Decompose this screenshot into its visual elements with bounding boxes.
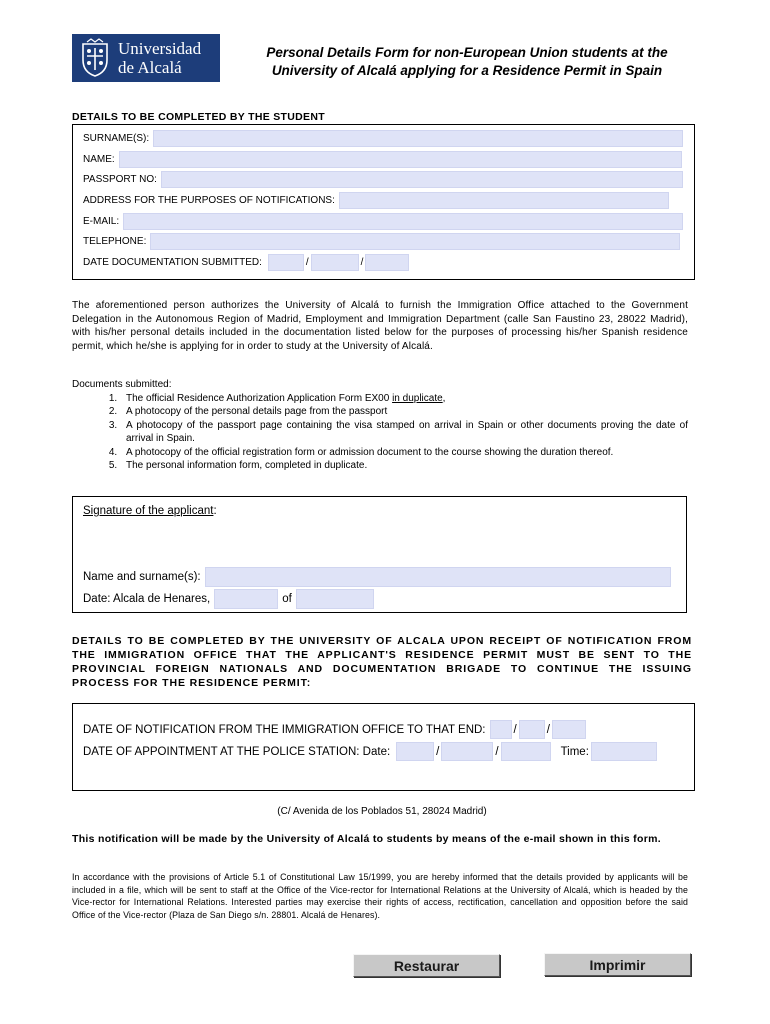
address-field[interactable] (339, 192, 669, 209)
email-notification-note: This notification will be made by the University of Alcalá to students by means of the e-mail shown in this form. (72, 833, 661, 845)
surnames-label: SURNAME(S): (83, 133, 150, 144)
document-1-underlined: in duplicate (392, 392, 443, 404)
notification-date-label: DATE OF NOTIFICATION FROM THE IMMIGRATION OFFICE TO THAT END: (83, 723, 486, 736)
name-field[interactable] (119, 151, 682, 168)
passport-label: PASSPORT NO: (83, 174, 157, 185)
telephone-label: TELEPHONE: (83, 236, 147, 247)
signature-month-field[interactable] (296, 589, 374, 609)
date-separator: / (305, 257, 309, 268)
logo-line-2: de Alcalá (118, 58, 182, 77)
date-submitted-month-field[interactable] (311, 254, 359, 271)
appointment-year-field[interactable] (501, 742, 551, 761)
title-line-1: Personal Details Form for non-European Union students at the (266, 45, 668, 60)
list-item (120, 392, 688, 406)
date-place-label: Date: Alcala de Henares, (83, 593, 211, 605)
list-item: 5. The personal information form, completed in duplicate. (120, 459, 688, 473)
document-1-end: , (442, 392, 446, 404)
time-label: Time: (560, 745, 589, 758)
name-label: NAME: (83, 154, 115, 165)
passport-field[interactable] (161, 171, 683, 188)
date-separator: / (360, 257, 364, 268)
applicant-name-field[interactable] (205, 567, 671, 587)
appointment-month-field[interactable] (441, 742, 493, 761)
university-logo (72, 34, 220, 82)
list-item: 2. A photocopy of the personal details page from the passport (120, 405, 688, 419)
date-separator: / (546, 723, 550, 736)
print-button[interactable]: Imprimir (544, 953, 691, 976)
signature-colon: : (213, 505, 217, 517)
notification-year-field[interactable] (552, 720, 586, 739)
address-label: ADDRESS FOR THE PURPOSES OF NOTIFICATIONS: (83, 195, 335, 206)
date-separator: / (495, 745, 499, 758)
name-surname-label: Name and surname(s): (83, 571, 201, 583)
email-label: E-MAIL: (83, 216, 120, 227)
date-separator: / (513, 723, 517, 736)
date-submitted-label: DATE DOCUMENTATION SUBMITTED: (83, 257, 262, 268)
appointment-day-field[interactable] (396, 742, 434, 761)
university-section-heading: DETAILS TO BE COMPLETED BY THE UNIVERSITY OF ALCALA UPON RECEIPT OF NOTIFICATION FROM THE IMMIGRATION OFFICE THAT THE APPLICANT'S RESIDENCE PERMIT MUST BE SENT TO THE PROVINCIAL FOREIGN NATIONALS AND DOCUMENTATION BRIGADE TO CONTINUE THE ISSUING PROCESS FOR THE RESIDENCE PERMIT: (72, 635, 692, 689)
date-separator: / (436, 745, 440, 758)
signature-label: Signature of the applicant (83, 505, 214, 517)
list-item: 4. A photocopy of the official registration form or admission document to the course showing the duration thereof. (120, 446, 688, 460)
of-label: of (282, 593, 292, 605)
reset-button[interactable]: Restaurar (353, 954, 500, 977)
notification-day-field[interactable] (490, 720, 512, 739)
data-protection-notice: In accordance with the provisions of Article 5.1 of Constitutional Law 15/1999, you are hereby informed that the details provided by applicants will be included in a file, which will be sent to staff at the Office of the Vice-rector for International Relations at the University of Alcalá, which is headed by the Vice-rector for International Relations. Interested parties may exercise their rights of access, rectification, cancellation and opposition before the said Office of the Vice-rector (Plaza de San Diego s/n. 28801. Alcalá de Henares). (72, 872, 688, 920)
date-submitted-day-field[interactable] (268, 254, 304, 271)
signature-day-field[interactable] (214, 589, 278, 609)
surnames-field[interactable] (153, 130, 683, 147)
student-details-box (72, 124, 695, 280)
documents-list (72, 378, 688, 473)
notification-month-field[interactable] (519, 720, 545, 739)
logo-line-1: Universidad (118, 39, 202, 58)
university-details-box (72, 703, 695, 791)
email-field[interactable] (123, 213, 683, 230)
list-item: 3. A photocopy of the passport page containing the visa stamped on arrival in Spain or other documents proving the date of arrival in Spain. (120, 419, 688, 446)
signature-box (72, 496, 687, 613)
office-address: (C/ Avenida de los Poblados 51, 28024 Madrid) (277, 806, 487, 817)
appointment-date-label: DATE OF APPOINTMENT AT THE POLICE STATION: Date: (83, 745, 391, 758)
document-1-text: The official Residence Authorization Application Form EX00 (126, 392, 390, 404)
title-line-2: University of Alcalá applying for a Residence Permit in Spain (271, 63, 663, 78)
appointment-time-field[interactable] (591, 742, 657, 761)
crest-icon (72, 34, 118, 82)
telephone-field[interactable] (150, 233, 680, 250)
document-title (232, 44, 702, 80)
documents-heading: Documents submitted: (72, 379, 172, 390)
date-submitted-year-field[interactable] (365, 254, 409, 271)
authorization-paragraph: The aforementioned person authorizes the University of Alcalá to furnish the Immigration Office attached to the Government Delegation in the Autonomous Region of Madrid, Employment and Immigration Department (calle San Faustino 23, 28022 Madrid), with his/her personal details included in the documentation listed below for the purposes of processing his/her Spanish residence permit, which he/she is applying for in order to study at the University of Alcalá. (72, 300, 688, 352)
student-section-heading: DETAILS TO BE COMPLETED BY THE STUDENT (72, 111, 325, 123)
